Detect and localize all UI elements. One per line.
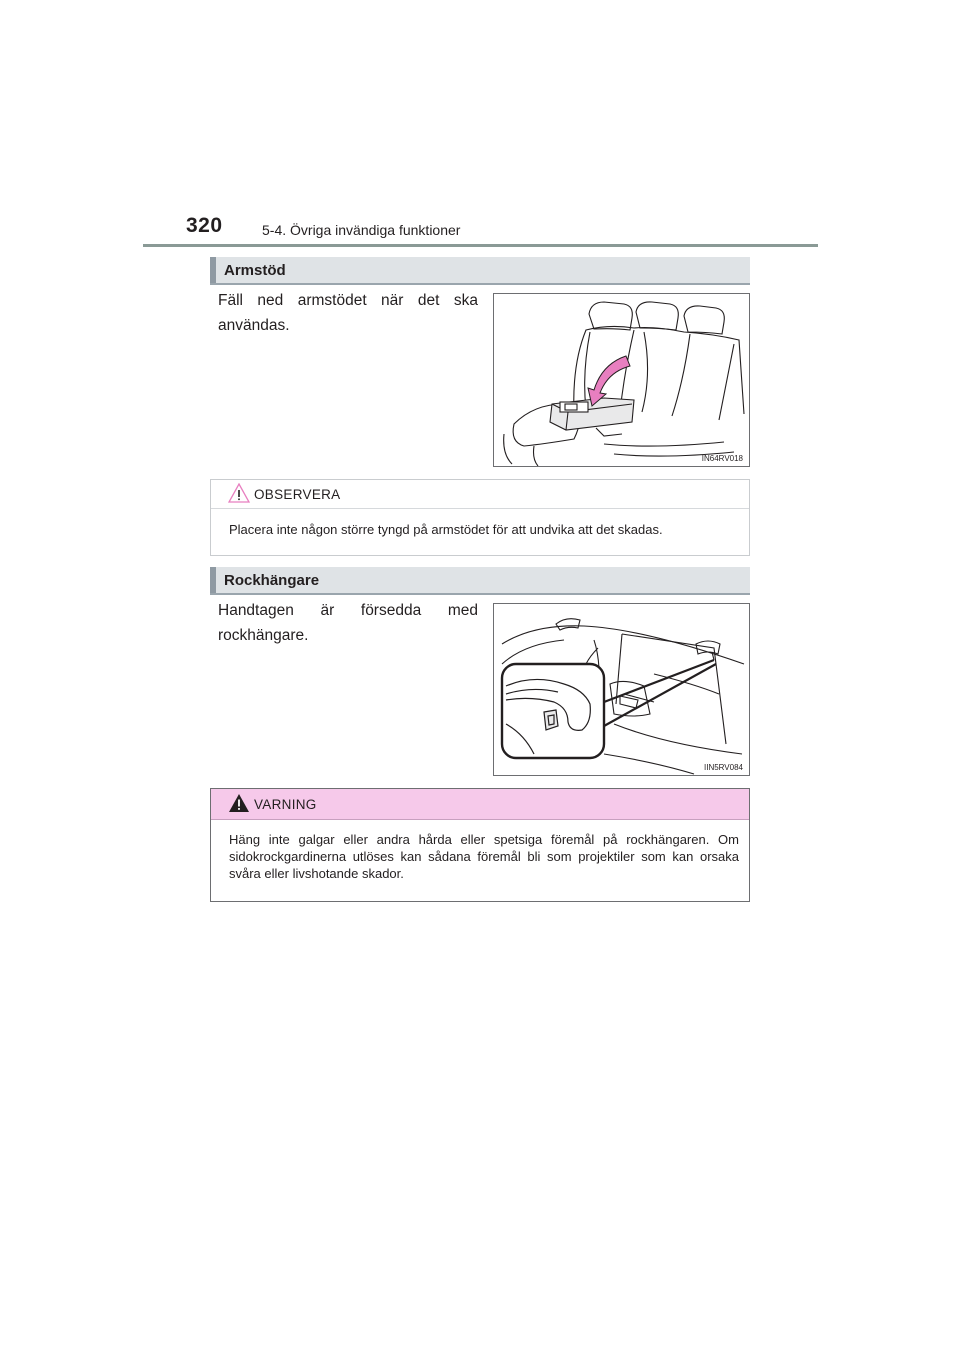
warning-body bbox=[211, 820, 749, 896]
notice-label: OBSERVERA bbox=[254, 487, 341, 502]
armrest-figure-id: IN64RV018 bbox=[701, 454, 743, 463]
notice-box bbox=[210, 479, 750, 556]
coat-hooks-heading-label: Rockhängare bbox=[224, 572, 320, 589]
warning-triangle-icon bbox=[228, 793, 250, 813]
notice-header bbox=[211, 480, 749, 509]
coat-hooks-heading bbox=[210, 567, 750, 595]
coat-hooks-figure-id: IIN5RV084 bbox=[704, 763, 743, 772]
armrest-heading-label: Armstöd bbox=[224, 262, 286, 279]
warning-text: Häng inte galgar eller andra hårda eller spetsiga föremål på rockhängaren. Om sidokrockgardinerna utlöses kan sådana föremål bli som projektiler som kan orsaka svåra eller livshotande skador. bbox=[229, 832, 739, 881]
caution-triangle-icon bbox=[228, 483, 250, 503]
warning-box bbox=[210, 788, 750, 902]
armrest-figure bbox=[493, 293, 750, 467]
coat-hooks-text: Handtagen är försedda med rockhängare. bbox=[218, 602, 478, 644]
warning-header bbox=[211, 789, 749, 820]
armrest-illustration bbox=[494, 294, 749, 466]
armrest-text: Fäll ned armstödet när det ska användas. bbox=[218, 292, 478, 334]
warning-label: VARNING bbox=[254, 797, 317, 812]
coat-hooks-figure bbox=[493, 603, 750, 776]
notice-text: Placera inte någon större tyngd på armstödet för att undvika att det skadas. bbox=[229, 522, 663, 537]
coat-hook-illustration bbox=[494, 604, 749, 775]
armrest-heading bbox=[210, 257, 750, 285]
page-number: 320 bbox=[186, 214, 223, 237]
section-title: 5-4. Övriga invändiga funktioner bbox=[262, 222, 461, 238]
header-rule bbox=[143, 244, 818, 247]
